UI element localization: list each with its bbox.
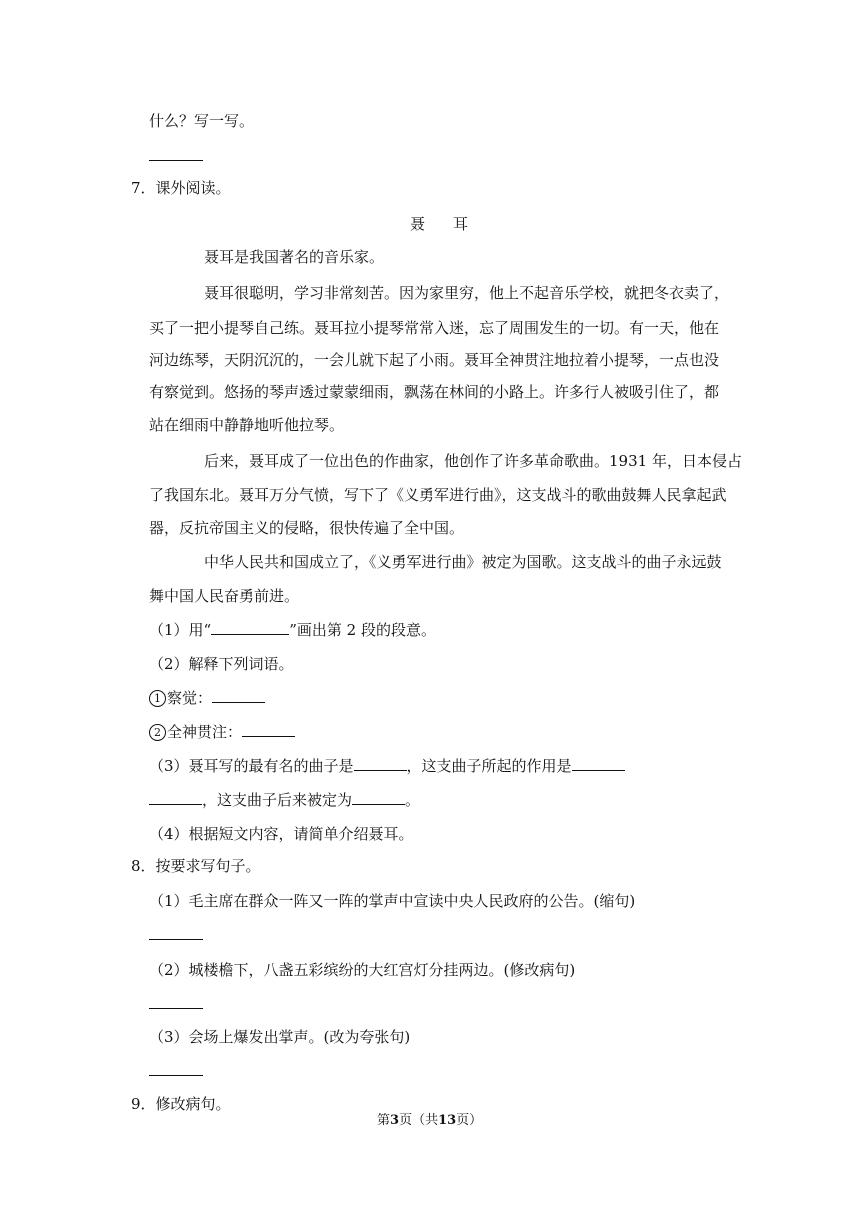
paragraph-3-line-1: 后来，聂耳成了一位出色的作曲家，他创作了许多革命歌曲。1931 年，日本侵占	[204, 452, 742, 470]
sub3-text-a: （3）聂耳写的最有名的曲子是	[149, 757, 354, 775]
footer-middle: 页（共	[399, 1113, 439, 1128]
q8-heading: 8．按要求写句子。	[131, 857, 261, 875]
q8-sentence-3: （3）会场上爆发出掌声。(改为夸张句)	[149, 1028, 411, 1046]
vocab-item-2-label: 全神贯注：	[167, 723, 243, 741]
sub-question-3-line-1	[149, 756, 625, 776]
sub3-text-b: ，这支曲子所起的作用是	[406, 757, 572, 775]
sub3-blank-3[interactable]	[352, 790, 405, 805]
page-footer	[377, 1111, 482, 1131]
sub3-text-c: ，这支曲子后来被定为	[202, 791, 353, 809]
q7-heading: 7．课外阅读。	[131, 179, 231, 197]
q8-sentence-1: （1）毛主席在群众一阵又一阵的掌声中宣读中央人民政府的公告。(缩句)	[149, 892, 636, 910]
passage-title: 聂耳	[410, 215, 497, 233]
circled-number-2: 2	[149, 724, 166, 741]
sub1-text-post: ”画出第 2 段的段意。	[289, 621, 436, 639]
sub-question-2: （2）解释下列词语。	[149, 655, 294, 673]
circled-number-1: 1	[149, 690, 166, 707]
sub-question-4: （4）根据短文内容，请简单介绍聂耳。	[149, 825, 414, 843]
passage-paragraph-1: 聂耳是我国著名的音乐家。	[204, 248, 385, 266]
vocab-item-1-label: 察觉：	[167, 689, 213, 707]
paragraph-4-line-1: 中华人民共和国成立了，《义勇军进行曲》被定为国歌。这支战斗的曲子永远鼓	[204, 553, 722, 571]
q6-answer-blank[interactable]	[149, 146, 203, 166]
sub1-underline-sample	[211, 620, 289, 635]
sub3-blank-1[interactable]	[354, 756, 407, 771]
paragraph-4-line-2: 舞中国人民奋勇前进。	[149, 587, 300, 605]
vocab-item-2	[149, 722, 295, 742]
paragraph-3-line-3: 器，反抗帝国主义的侵略，很快传遍了全中国。	[149, 519, 465, 537]
q8-answer-blank-3[interactable]	[149, 1061, 203, 1081]
paragraph-2-line-2: 买了一把小提琴自己练。聂耳拉小提琴常常入迷，忘了周围发生的一切。有一天，他在	[149, 319, 720, 337]
sub3-blank-2[interactable]	[572, 756, 625, 771]
footer-total-pages: 13	[438, 1113, 457, 1128]
vocab-item-1	[149, 688, 265, 708]
sub1-text-pre: （1）用“	[149, 621, 212, 639]
paragraph-2-line-1: 聂耳很聪明，学习非常刻苦。因为家里穷，他上不起音乐学校，就把冬衣卖了，	[204, 284, 730, 302]
q8-answer-blank-1[interactable]	[149, 925, 203, 945]
q8-answer-blank-2[interactable]	[149, 994, 203, 1014]
footer-suffix: 页）	[456, 1113, 483, 1128]
paragraph-2-line-5: 站在细雨中静静地听他拉琴。	[149, 416, 345, 434]
vocab-item-2-blank[interactable]	[242, 722, 295, 737]
sub3-blank-2-cont[interactable]	[149, 790, 202, 805]
sub3-text-end: 。	[405, 791, 421, 809]
q9-heading: 9．修改病句。	[131, 1095, 231, 1113]
q6-prompt-tail: 什么？写一写。	[149, 112, 255, 130]
sub-question-1	[149, 620, 436, 640]
footer-prefix: 第	[377, 1113, 391, 1128]
paragraph-2-line-3: 河边练琴，天阴沉沉的，一会儿就下起了小雨。聂耳全神贯注地拉着小提琴，一点也没	[149, 351, 720, 369]
q8-sentence-2: （2）城楼檐下，八盏五彩缤纷的大红宫灯分挂两边。(修改病句)	[149, 961, 576, 979]
vocab-item-1-blank[interactable]	[212, 688, 265, 703]
paragraph-3-line-2: 了我国东北。聂耳万分气愤，写下了《义勇军进行曲》，这支战斗的歌曲鼓舞人民拿起武	[149, 486, 727, 504]
footer-page-number: 3	[390, 1113, 400, 1128]
paragraph-2-line-4: 有察觉到。悠扬的琴声透过蒙蒙细雨，飘荡在林间的小路上。许多行人被吸引住了，都	[149, 383, 720, 401]
sub-question-3-line-2	[149, 790, 420, 810]
